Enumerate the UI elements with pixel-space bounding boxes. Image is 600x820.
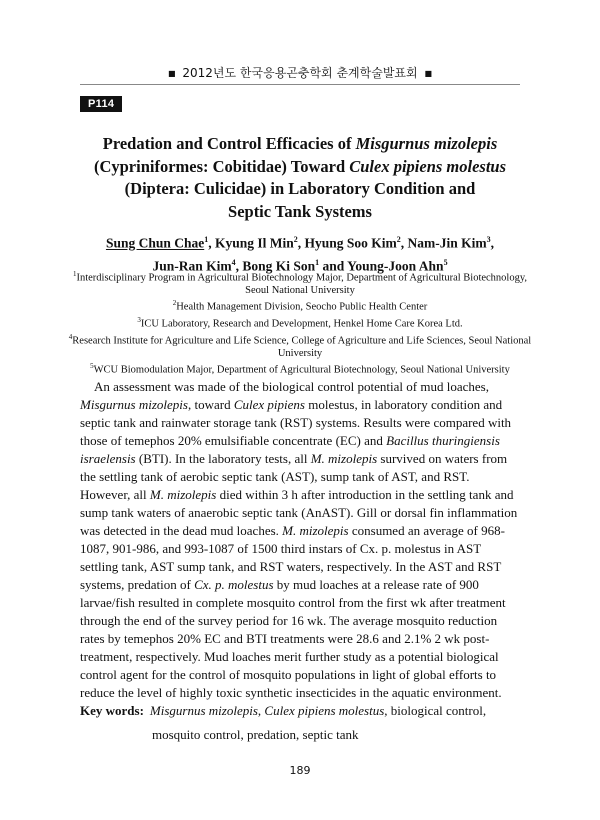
title-text: (Diptera: Culicidae) in Laboratory Condition and bbox=[124, 179, 476, 198]
paper-title bbox=[70, 133, 530, 223]
title-species: Misgurnus mizolepis bbox=[355, 134, 498, 153]
author-name: Young-Joon Ahn bbox=[347, 258, 444, 273]
author-affil-mark: 5 bbox=[443, 257, 448, 267]
affiliation-item bbox=[60, 268, 540, 297]
author-separator: and bbox=[319, 258, 348, 273]
author-affil-mark: 2 bbox=[293, 235, 298, 244]
keyword: Misgurnus mizolepis bbox=[149, 703, 258, 718]
affil-text: Health Management Division, Seocho Public Health Center bbox=[176, 301, 428, 313]
title-text: Septic Tank Systems bbox=[228, 201, 372, 221]
abstract-text: molestus, in laboratory condition and septic tank and rainwater storage tank (RST) systems. Results were compared with those of temephos 20% emulsifiable concentrate (EC) and bbox=[80, 397, 512, 448]
running-header bbox=[0, 64, 600, 81]
keyword: , biological control, bbox=[384, 703, 487, 718]
affil-mark: 1 bbox=[72, 270, 77, 278]
affil-text: WCU Biomodulation Major, Department of Agricultural Biotechnology, Seoul National University bbox=[93, 364, 510, 376]
abstract-text: (BTI). In the laboratory tests, all bbox=[135, 451, 311, 466]
species-name: Bacillus thuringiensis israelensis bbox=[80, 433, 500, 466]
abstract-paragraph bbox=[80, 378, 520, 702]
author-affil-mark: 1 bbox=[315, 257, 320, 267]
square-bullet-icon: ■ bbox=[424, 69, 432, 78]
keyword: mosquito control, predation, septic tank bbox=[152, 727, 359, 742]
author-affil-mark: 3 bbox=[486, 235, 491, 244]
abstract bbox=[80, 378, 520, 702]
page-number: 189 bbox=[289, 764, 311, 777]
keywords-line bbox=[80, 723, 520, 747]
abstract-text: died within 3 h after introduction in the settling tank and sump tank waters of anaerobic septic tank (AnAST). Gill or dorsal fin inflammation was detected in the dead mud loaches. bbox=[80, 487, 518, 538]
keyword-separator: , bbox=[257, 703, 265, 718]
affil-mark: 4 bbox=[68, 333, 73, 342]
keyword: Culex pipiens molestus bbox=[264, 703, 385, 718]
affiliation-item bbox=[60, 331, 540, 360]
abstract-text: survived on waters from the settling tank of aerobic septic tank (AST), sump tank of AST, and RST. However, all bbox=[80, 451, 508, 502]
affiliation-item bbox=[60, 360, 540, 377]
author-separator: , bbox=[208, 235, 215, 251]
author-name: Jun-Ran Kim bbox=[152, 258, 232, 273]
keywords bbox=[80, 699, 520, 747]
affil-mark: 3 bbox=[137, 316, 141, 325]
author-separator: , bbox=[400, 235, 408, 251]
author-affil-mark: 2 bbox=[396, 235, 401, 244]
affil-text: ICU Laboratory, Research and Development, Henkel Home Care Korea Ltd. bbox=[140, 318, 463, 330]
affil-mark: 5 bbox=[90, 362, 94, 371]
abstract-text: , toward bbox=[187, 397, 234, 412]
author-name: Sung Chun Chae bbox=[105, 235, 205, 251]
species-name: M. mizolepis bbox=[149, 487, 217, 502]
keywords-label: Key words: bbox=[80, 703, 144, 718]
author-separator: , bbox=[490, 235, 495, 251]
affiliation-list bbox=[60, 268, 540, 377]
abstract-text: consumed an average of 968-1087, 901-986, and 993-1087 of 1500 third instars of Cx. p. molestus in AST settling tank, AST sump tank, and RST waters, respectively. In the AST and RST systems, predation of bbox=[80, 523, 505, 592]
author-name: Bong Ki Son bbox=[242, 258, 316, 273]
species-name: Cx. p. molestus bbox=[194, 577, 274, 592]
author-name: Kyung Il Min bbox=[214, 235, 294, 251]
author-name: Hyung Soo Kim bbox=[304, 235, 397, 251]
affil-text: Research Institute for Agriculture and Life Science, College of Agriculture and Life Sciences, Seoul National University bbox=[72, 335, 532, 360]
keywords-line bbox=[80, 699, 520, 723]
conference-name: 2012년도 한국응용곤충학회 춘계학술발표회 bbox=[182, 66, 418, 80]
species-name: M. mizolepis bbox=[310, 451, 378, 466]
affil-mark: 2 bbox=[172, 299, 177, 308]
poster-tag: P114 bbox=[80, 96, 122, 112]
title-text: (Cypriniformes: Cobitidae) Toward bbox=[93, 156, 350, 176]
abstract-text: by mud loaches at a release rate of 900 larvae/fish resulted in complete mosquito control from the first wk after treatment through the end of the survey period for 16 wk. The average mosquito reduction rates by temephos 20% EC and BTI treatments were 28.6 and 2.1% 2 wk post-treatment, respectively. Mud loaches merit further study as a potential biological control agent for the control of mosquito populations in light of global efforts to reduce the level of highly toxic synthetic insecticides in the aquatic environment. bbox=[80, 577, 506, 700]
species-name: Culex pipiens bbox=[233, 397, 305, 412]
header-divider bbox=[80, 84, 520, 85]
author-separator: , bbox=[297, 235, 305, 251]
author-name: Nam-Jin Kim bbox=[407, 235, 487, 251]
affil-text: Interdisciplinary Program in Agricultural Biotechnology Major, Department of Agricultural Biotechnology, Seoul National University bbox=[76, 272, 528, 296]
affiliation-item bbox=[60, 297, 540, 314]
title-text: Predation and Control Efficacies of bbox=[102, 134, 356, 153]
abstract-text: An assessment was made of the biological control potential of mud loaches, bbox=[94, 379, 489, 394]
square-bullet-icon: ■ bbox=[167, 69, 176, 78]
species-name: Misgurnus mizolepis bbox=[80, 397, 188, 412]
author-affil-mark: 4 bbox=[231, 257, 236, 267]
author-affil-mark: 1 bbox=[204, 235, 209, 244]
author-separator: , bbox=[235, 258, 243, 273]
title-species: Culex pipiens molestus bbox=[349, 156, 507, 176]
affiliation-item bbox=[60, 314, 540, 331]
species-name: M. mizolepis bbox=[282, 523, 349, 538]
